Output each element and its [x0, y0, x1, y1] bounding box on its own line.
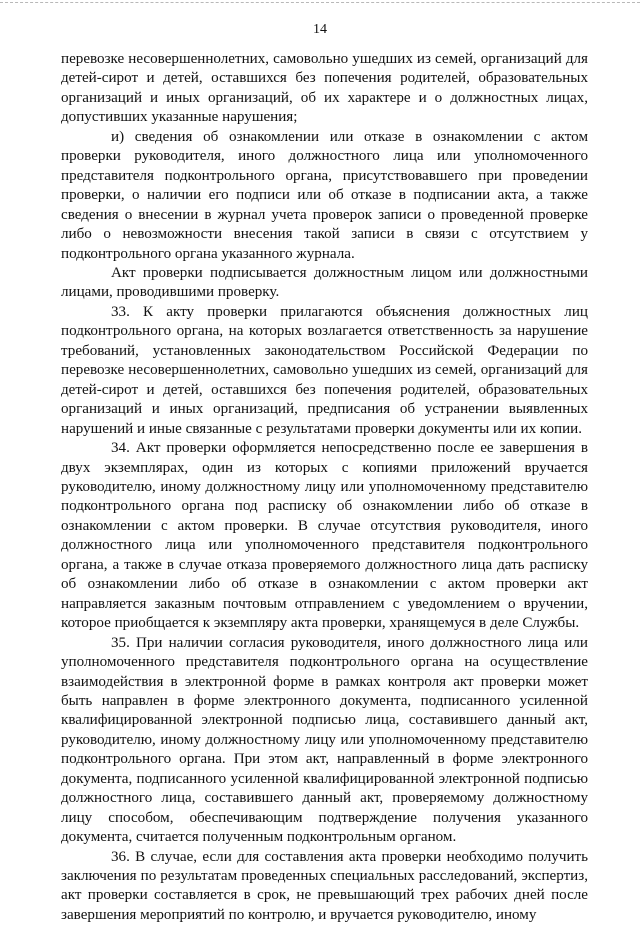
body-text [61, 50, 588, 925]
paragraph-34: 34. Акт проверки оформляется непосредственно после ее завершения в двух экземплярах, один из которых с копиями приложений вручается руководителю, иному должностному лицу или уполномоченному представителю подконтрольного органа под расписку об ознакомлении либо об отказе в ознакомлении с актом проверки. В случае отсутствия руководителя, иного должностного лица или уполномоченного представителя подконтрольного органа, а также в случае отказа проверяемого должностного лица дать расписку об ознакомлении либо об отказе в ознакомлении с актом проверки акт направляется заказным почтовым отправлением с уведомлением о вручении, которое приобщается к экземпляру акта проверки, хранящемуся в деле Службы. [61, 440, 588, 632]
paragraph-33: 33. К акту проверки прилагаются объяснения должностных лиц подконтрольного органа, на которых возлагается ответственность за нарушение требований, установленных законодательством Российской Федерации по перевозке несовершеннолетних, самовольно ушедших из семей, организаций для детей-сирот и детей, оставшихся без попечения родителей, образовательных организаций и иных организаций, предписания об устранении выявленных нарушений и иные связанные с результатами проверки документы или их копии. [61, 303, 588, 437]
paragraph-signature: Акт проверки подписывается должностным лицом или должностными лицами, проводившими проверку. [61, 264, 588, 301]
paragraph-36: 36. В случае, если для составления акта проверки необходимо получить заключения по результатам проведенных специальных расследований, экспертиз, акт проверки составляется в срок, не превышающий трех рабочих дней после завершения мероприятий по контролю, и вручается руководителю, иному [61, 848, 588, 923]
paragraph-item-i: и) сведения об ознакомлении или отказе в ознакомлении с актом проверки руководителя, иного должностного лица или уполномоченного представителя подконтрольного органа, присутствовавшего при проведении проверки, о наличии его подписи или об отказе в подписании акта, а также сведения о внесении в журнал учета проверок записи о проведенной проверке либо о невозможности внесения такой записи в связи с отсутствием у подконтрольного органа указанного журнала. [61, 128, 588, 262]
paragraph-35: 35. При наличии согласия руководителя, иного должностного лица или уполномоченного представителя подконтрольного органа на осуществление взаимодействия в электронной форме в рамках контроля акт проверки может быть направлен в форме электронного документа, подписанного усиленной квалифицированной электронной подписью лица, составившего данный акт, руководителю, иному должностному лицу или уполномоченному представителю подконтрольного органа. При этом акт, направленный в форме электронного документа, подписанного усиленной квалифицированной электронной подписью должностного лица, составившего данный акт, проверяемому должностному лицу способом, обеспечивающим подтверждение получения указанного документа, считается полученным подконтрольным органом. [61, 634, 588, 846]
page-number: 14 [313, 22, 327, 37]
scan-edge-line [0, 2, 640, 3]
paragraph-continuation: перевозке несовершеннолетних, самовольно ушедших из семей, организаций для детей-сирот и детей, оставшихся без попечения родителей, образовательных организаций и иных организаций, об их характере и о должностных лицах, допустивших указанные нарушения; [61, 51, 588, 126]
